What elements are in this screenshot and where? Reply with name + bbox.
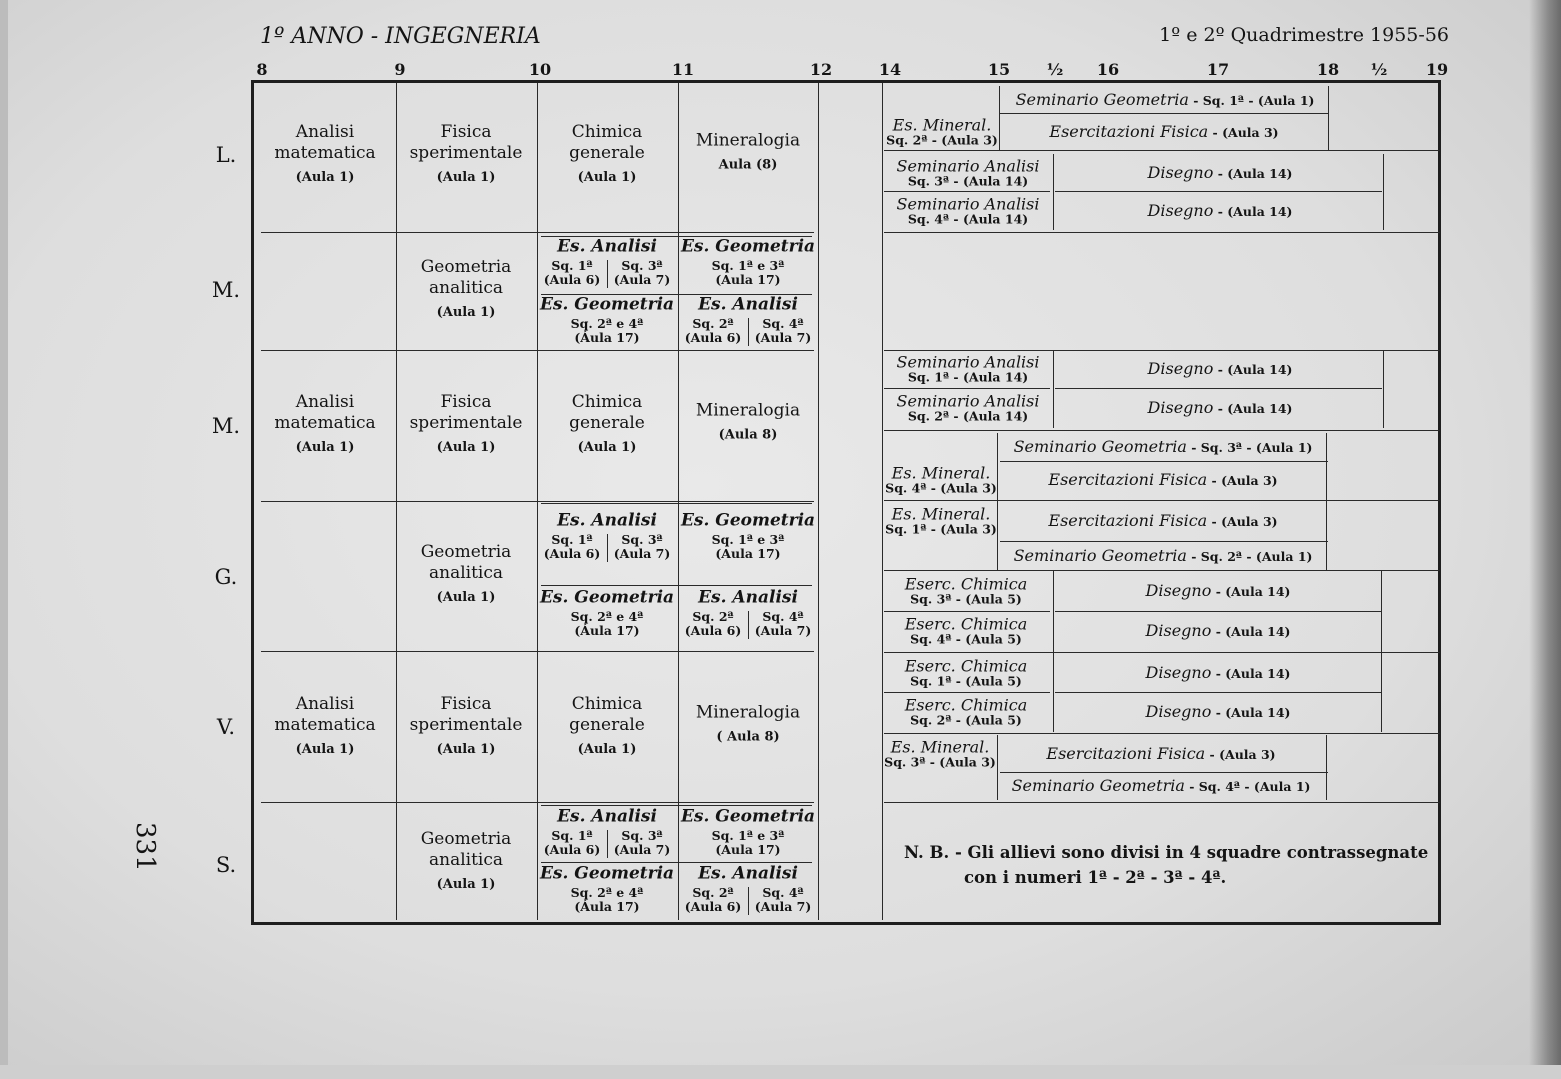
activity-title: Esercitazioni Fisica	[1048, 511, 1208, 530]
afternoon-activity	[1014, 548, 1313, 564]
exercise-title: Es. Geometria	[680, 510, 816, 531]
subject-label: Mineralogia	[695, 702, 801, 723]
squad-label: Sq. 2ª e 4ª	[570, 316, 644, 331]
exercise-title: Es. Analisi	[557, 236, 657, 257]
afternoon-slot	[885, 506, 997, 537]
grid-line	[1053, 350, 1054, 428]
room-label: (Aula 7)	[613, 272, 671, 287]
afternoon-activity	[1046, 743, 1276, 763]
grid-line	[884, 570, 1440, 571]
squad-label: Sq. 3ª	[621, 258, 663, 273]
afternoon-slot	[896, 354, 1039, 385]
grid-line	[884, 430, 1440, 431]
room-label: ( Aula 8)	[716, 729, 780, 745]
hour-tick: ½	[1370, 60, 1388, 79]
activity-title: Seminario Analisi	[896, 391, 1040, 411]
subject-label: Chimica	[571, 694, 643, 714]
room-label: (Aula 6)	[543, 272, 601, 287]
subject-label: Fisica	[440, 392, 492, 412]
hour-tick: ½	[1046, 60, 1064, 79]
page-edge-left	[0, 0, 8, 1079]
subject-label: sperimentale	[409, 715, 523, 735]
exercise-title: Es. Analisi	[698, 587, 798, 608]
page-number: 331	[130, 822, 160, 872]
subject-label: Fisica	[440, 694, 492, 714]
room-label: (Aula 1)	[577, 742, 637, 757]
squad-label: Sq. 2ª	[692, 316, 734, 331]
room-label: (Aula 1)	[436, 305, 496, 320]
afternoon-activity	[1147, 162, 1293, 182]
grid-line	[884, 802, 1440, 803]
squad-label: Sq. 3ª	[621, 828, 663, 843]
grid-line	[607, 260, 608, 288]
activity-title: Eserc. Chimica	[904, 656, 1028, 676]
subject-label: sperimentale	[409, 143, 523, 163]
subject-label: Analisi	[295, 122, 355, 142]
room-label: (Aula 1)	[295, 170, 355, 185]
squad-label: Sq. 1ª	[551, 828, 593, 843]
lecture-fisica	[410, 392, 523, 458]
afternoon-slot	[905, 616, 1028, 647]
afternoon-slot	[905, 576, 1028, 607]
grid-line	[1000, 113, 1328, 114]
grid-line	[261, 651, 814, 652]
subject-label: matematica	[274, 143, 376, 163]
activity-title: Seminario Analisi	[896, 352, 1040, 372]
activity-title: Eserc. Chimica	[904, 695, 1028, 715]
grid-line	[607, 830, 608, 858]
afternoon-activity	[1147, 200, 1293, 220]
hour-tick: 19	[1425, 60, 1449, 79]
exercise-title: Es. Geometria	[539, 587, 675, 608]
subject-label: generale	[569, 413, 645, 433]
grid-line	[541, 503, 812, 504]
grid-line	[1055, 388, 1382, 389]
activity-title: Esercitazioni Fisica	[1048, 470, 1208, 489]
activity-title: Seminario Analisi	[896, 156, 1040, 175]
subject-label: Geometria	[420, 257, 512, 277]
lecture-fisica	[410, 122, 523, 188]
subject-label: Analisi	[295, 392, 355, 412]
afternoon-activity	[1146, 704, 1291, 720]
grid-line	[818, 83, 819, 920]
grid-line	[1328, 86, 1329, 150]
hour-tick: 14	[878, 60, 902, 79]
activity-title: Disegno	[1147, 359, 1214, 378]
room-label: (Aula 17)	[715, 546, 781, 561]
day-label: G.	[214, 565, 238, 589]
grid-line	[997, 735, 998, 800]
grid-line	[1055, 611, 1382, 612]
grid-line	[884, 500, 1440, 501]
afternoon-activity	[1049, 121, 1279, 141]
grid-line	[748, 887, 749, 915]
lecture-fisica	[410, 694, 523, 760]
subject-label: generale	[569, 143, 645, 163]
subject-label: matematica	[274, 413, 376, 433]
squad-room-label: - Sq. 2ª - (Aula 1)	[1186, 549, 1313, 564]
afternoon-slot	[905, 697, 1028, 728]
squad-room-label: - (Aula 14)	[1213, 362, 1293, 377]
exercise-title: Es. Analisi	[557, 510, 657, 531]
squad-room-label: Sq. 2ª - (Aula 5)	[910, 712, 1022, 728]
squad-room-label: Sq. 1ª - (Aula 14)	[907, 369, 1029, 385]
squad-room-label: - (Aula 14)	[1211, 584, 1291, 599]
header-title: 1º ANNO - INGEGNERIA	[260, 24, 541, 49]
activity-title: Seminario Geometria	[1011, 776, 1185, 795]
room-label: (Aula 1)	[436, 590, 496, 605]
room-label: (Aula 7)	[613, 546, 671, 561]
day-label: L.	[215, 143, 237, 167]
hour-tick: 8	[256, 60, 268, 79]
grid-line	[1055, 191, 1382, 192]
hour-tick: 18	[1316, 60, 1340, 79]
grid-line	[884, 150, 1440, 151]
squad-label: Sq. 3ª	[621, 532, 663, 547]
grid-line	[884, 350, 1440, 351]
activity-title: Disegno	[1145, 702, 1212, 721]
day-label: M.	[211, 414, 241, 438]
activity-title: Eserc. Chimica	[904, 614, 1028, 634]
room-label: (Aula 6)	[684, 623, 742, 638]
squad-room-label: Sq. 1ª - (Aula 5)	[910, 673, 1022, 689]
room-label: (Aula 8)	[718, 427, 778, 443]
squad-room-label: - (Aula 14)	[1211, 666, 1291, 681]
hour-tick: 9	[394, 60, 406, 79]
squad-room-label: - (Aula 14)	[1213, 401, 1293, 416]
exercise-title: Es. Geometria	[539, 863, 675, 884]
grid-line	[1000, 461, 1328, 462]
grid-line	[882, 83, 883, 920]
afternoon-slot	[885, 465, 997, 496]
squad-label: Sq. 1ª e 3ª	[711, 532, 785, 547]
afternoon-activity	[1146, 665, 1291, 681]
activity-title: Disegno	[1145, 621, 1212, 640]
subject-label: Geometria	[420, 542, 512, 562]
subject-label: matematica	[274, 715, 376, 735]
grid-line	[1381, 571, 1382, 732]
afternoon-slot	[896, 195, 1039, 226]
subject-label: Chimica	[571, 122, 643, 142]
subject-label: generale	[569, 715, 645, 735]
activity-title: Seminario Geometria	[1013, 437, 1187, 456]
grid-line	[997, 433, 998, 570]
exercise-title: Es. Geometria	[680, 236, 816, 257]
squad-label: Sq. 1ª	[551, 258, 593, 273]
room-label: (Aula 6)	[684, 899, 742, 914]
grid-line	[884, 652, 1440, 653]
squad-room-label: Sq. 4ª - (Aula 3)	[885, 480, 997, 496]
squad-room-label: Sq. 4ª - (Aula 5)	[910, 631, 1022, 647]
lecture-geometria	[421, 257, 512, 323]
subject-label: sperimentale	[409, 413, 523, 433]
room-label: (Aula 1)	[295, 440, 355, 455]
squad-label: Sq. 4ª	[762, 316, 804, 331]
hour-tick: 11	[671, 60, 695, 79]
grid-line	[748, 318, 749, 346]
squad-label: Sq. 4ª	[762, 885, 804, 900]
page-edge-right	[1529, 0, 1561, 1079]
day-label: S.	[215, 853, 237, 877]
hour-tick: 17	[1206, 60, 1230, 79]
exercise-title: Es. Geometria	[539, 294, 675, 315]
squad-room-label: Sq. 3ª - (Aula 3)	[884, 754, 996, 769]
activity-title: Eserc. Chimica	[904, 574, 1028, 594]
afternoon-slot	[884, 738, 996, 769]
grid-line	[1000, 541, 1328, 542]
grid-line	[261, 232, 814, 233]
lecture-analisi	[274, 392, 375, 458]
grid-line	[1055, 692, 1382, 693]
subject-label: Fisica	[440, 122, 492, 142]
day-label: V.	[216, 715, 236, 739]
afternoon-activity	[1012, 778, 1311, 794]
squad-room-label: - (Aula 14)	[1211, 624, 1291, 639]
squad-room-label: - Sq. 3ª - (Aula 1)	[1186, 440, 1313, 455]
hour-tick: 16	[1096, 60, 1120, 79]
activity-title: Esercitazioni Fisica	[1046, 743, 1206, 763]
room-label: (Áula 17)	[574, 623, 640, 638]
hour-tick: 15	[987, 60, 1011, 79]
page-edge-bottom	[0, 1065, 1561, 1079]
room-label: (Aula 1)	[436, 742, 496, 757]
room-label: (Aula 7)	[613, 842, 671, 857]
activity-title: Esercitazioni Fisica	[1049, 121, 1209, 141]
squad-label: Sq. 4ª	[762, 609, 804, 624]
activity-title: Es. Mineral.	[890, 737, 990, 756]
activity-title: Es. Mineral.	[891, 463, 991, 483]
squad-room-label: - (Aula 14)	[1213, 165, 1293, 181]
squad-label: Sq. 1ª e 3ª	[711, 828, 785, 843]
lecture-chimica	[569, 392, 645, 458]
activity-title: Disegno	[1147, 398, 1214, 417]
afternoon-activity	[1014, 439, 1313, 455]
subject-label: Mineralogia	[695, 400, 801, 421]
afternoon-activity	[1146, 623, 1291, 639]
activity-title: Disegno	[1147, 162, 1214, 182]
grid-line	[1000, 772, 1328, 773]
lecture-geometria	[421, 829, 512, 895]
room-label: (Aula 1)	[577, 440, 637, 455]
grid-line	[541, 585, 812, 586]
squad-label: Sq. 1ª e 3ª	[711, 258, 785, 273]
day-label: M.	[211, 278, 241, 302]
afternoon-activity	[1148, 400, 1293, 416]
room-label: (Aula 1)	[436, 440, 496, 455]
grid-line	[261, 802, 814, 803]
footnote-line-2: con i numeri 1ª - 2ª - 3ª - 4ª.	[964, 868, 1227, 887]
activity-title: Es. Mineral.	[892, 115, 992, 134]
squad-room-label: Sq. 2ª - (Aula 14)	[907, 408, 1029, 424]
activity-title: Disegno	[1145, 581, 1212, 600]
room-label: Aula (8)	[718, 157, 778, 173]
subject-label: Chimica	[571, 392, 643, 412]
grid-line	[1326, 735, 1327, 800]
afternoon-activity	[1048, 472, 1277, 488]
afternoon-activity	[1148, 361, 1293, 377]
squad-room-label: - (Aula 3)	[1207, 514, 1278, 529]
lecture-chimica	[569, 694, 645, 760]
grid-line	[884, 388, 1050, 389]
squad-room-label: - Sq. 4ª - (Aula 1)	[1184, 779, 1311, 794]
grid-line	[607, 534, 608, 562]
squad-label: Sq. 1ª	[551, 532, 593, 547]
exercise-title: Es. Analisi	[698, 863, 798, 884]
grid-line	[999, 86, 1000, 150]
subject-label: analitica	[428, 563, 504, 583]
afternoon-activity	[1146, 583, 1291, 599]
lecture-analisi	[274, 122, 375, 188]
activity-title: Seminario Geometria	[1015, 89, 1189, 109]
lecture-analisi	[274, 694, 375, 760]
grid-line	[261, 350, 814, 351]
activity-title: Disegno	[1145, 663, 1212, 682]
grid-line	[884, 191, 1050, 192]
header-period: 1º e 2º Quadrimestre 1955-56	[1159, 24, 1449, 46]
hour-tick: 10	[528, 60, 552, 79]
afternoon-slot	[896, 393, 1039, 424]
room-label: (Aula 7)	[754, 623, 812, 638]
squad-room-label: - (Aula 3)	[1207, 473, 1278, 488]
lecture-geometria	[421, 542, 512, 608]
squad-room-label: - Sq. 1ª - (Aula 1)	[1188, 92, 1315, 108]
grid-line	[1053, 571, 1054, 732]
exercise-title: Es. Analisi	[557, 806, 657, 827]
squad-label: Sq. 2ª	[692, 885, 734, 900]
squad-room-label: - (Aula 14)	[1213, 203, 1293, 219]
room-label: (Áula 17)	[574, 899, 640, 914]
afternoon-slot	[886, 116, 998, 147]
squad-room-label: Sq. 3ª - (Aula 14)	[907, 173, 1029, 188]
subject-label: Mineralogia	[695, 130, 801, 151]
squad-room-label: - (Aula 14)	[1211, 705, 1291, 720]
exercise-title: Es. Analisi	[698, 294, 798, 315]
room-label: (Aula 1)	[436, 877, 496, 892]
afternoon-slot	[896, 157, 1039, 188]
footnote	[904, 840, 1428, 890]
subject-label: analitica	[428, 850, 504, 870]
squad-room-label: Sq. 3ª - (Aula 5)	[910, 591, 1022, 607]
lecture-chimica	[569, 122, 645, 188]
grid-line	[1053, 154, 1054, 230]
grid-line	[1383, 154, 1384, 230]
squad-label: Sq. 2ª	[692, 609, 734, 624]
squad-room-label: - (Aula 3)	[1208, 124, 1279, 140]
activity-title: Seminario Analisi	[896, 194, 1040, 213]
room-label: (Aula 1)	[436, 170, 496, 185]
lecture-mineralogia_m	[696, 401, 800, 446]
room-label: (Aula 6)	[684, 330, 742, 345]
exercise-title: Es. Geometria	[680, 806, 816, 827]
room-label: (Aula 7)	[754, 330, 812, 345]
activity-title: Disegno	[1147, 200, 1214, 220]
grid-line	[884, 232, 1440, 233]
subject-label: Analisi	[295, 694, 355, 714]
squad-room-label: - (Aula 3)	[1205, 746, 1276, 762]
activity-title: Es. Mineral.	[891, 504, 991, 524]
afternoon-activity	[1015, 89, 1315, 109]
hour-tick: 12	[809, 60, 833, 79]
lecture-mineralogia	[696, 131, 800, 176]
room-label: (Aula 7)	[754, 899, 812, 914]
footnote-line-1: N. B. - Gli allievi sono divisi in 4 squadre contrassegnate	[904, 843, 1429, 862]
room-label: (Aula 1)	[577, 170, 637, 185]
squad-room-label: Sq. 1ª - (Aula 3)	[885, 521, 997, 537]
activity-title: Seminario Geometria	[1013, 546, 1187, 565]
grid-line	[1326, 433, 1327, 570]
room-label: (Aula 17)	[715, 842, 781, 857]
grid-line	[261, 501, 814, 502]
afternoon-activity	[1048, 513, 1277, 529]
grid-line	[748, 611, 749, 639]
squad-label: Sq. 2ª e 4ª	[570, 609, 644, 624]
room-label: (Aula 6)	[543, 546, 601, 561]
grid-line	[1383, 350, 1384, 428]
afternoon-slot	[905, 658, 1028, 689]
squad-label: Sq. 2ª e 4ª	[570, 885, 644, 900]
squad-room-label: Sq. 4ª - (Aula 14)	[907, 211, 1029, 226]
grid-line	[884, 733, 1440, 734]
room-label: (Aula 6)	[543, 842, 601, 857]
room-label: (Aula 1)	[295, 742, 355, 757]
grid-line	[884, 611, 1050, 612]
room-label: (Áula 17)	[574, 330, 640, 345]
subject-label: analitica	[428, 278, 504, 298]
lecture-mineralogia_v	[696, 703, 800, 748]
subject-label: Geometria	[420, 829, 512, 849]
room-label: (Aula 17)	[715, 272, 781, 287]
squad-room-label: Sq. 2ª - (Aula 3)	[886, 132, 998, 147]
grid-line	[884, 692, 1050, 693]
